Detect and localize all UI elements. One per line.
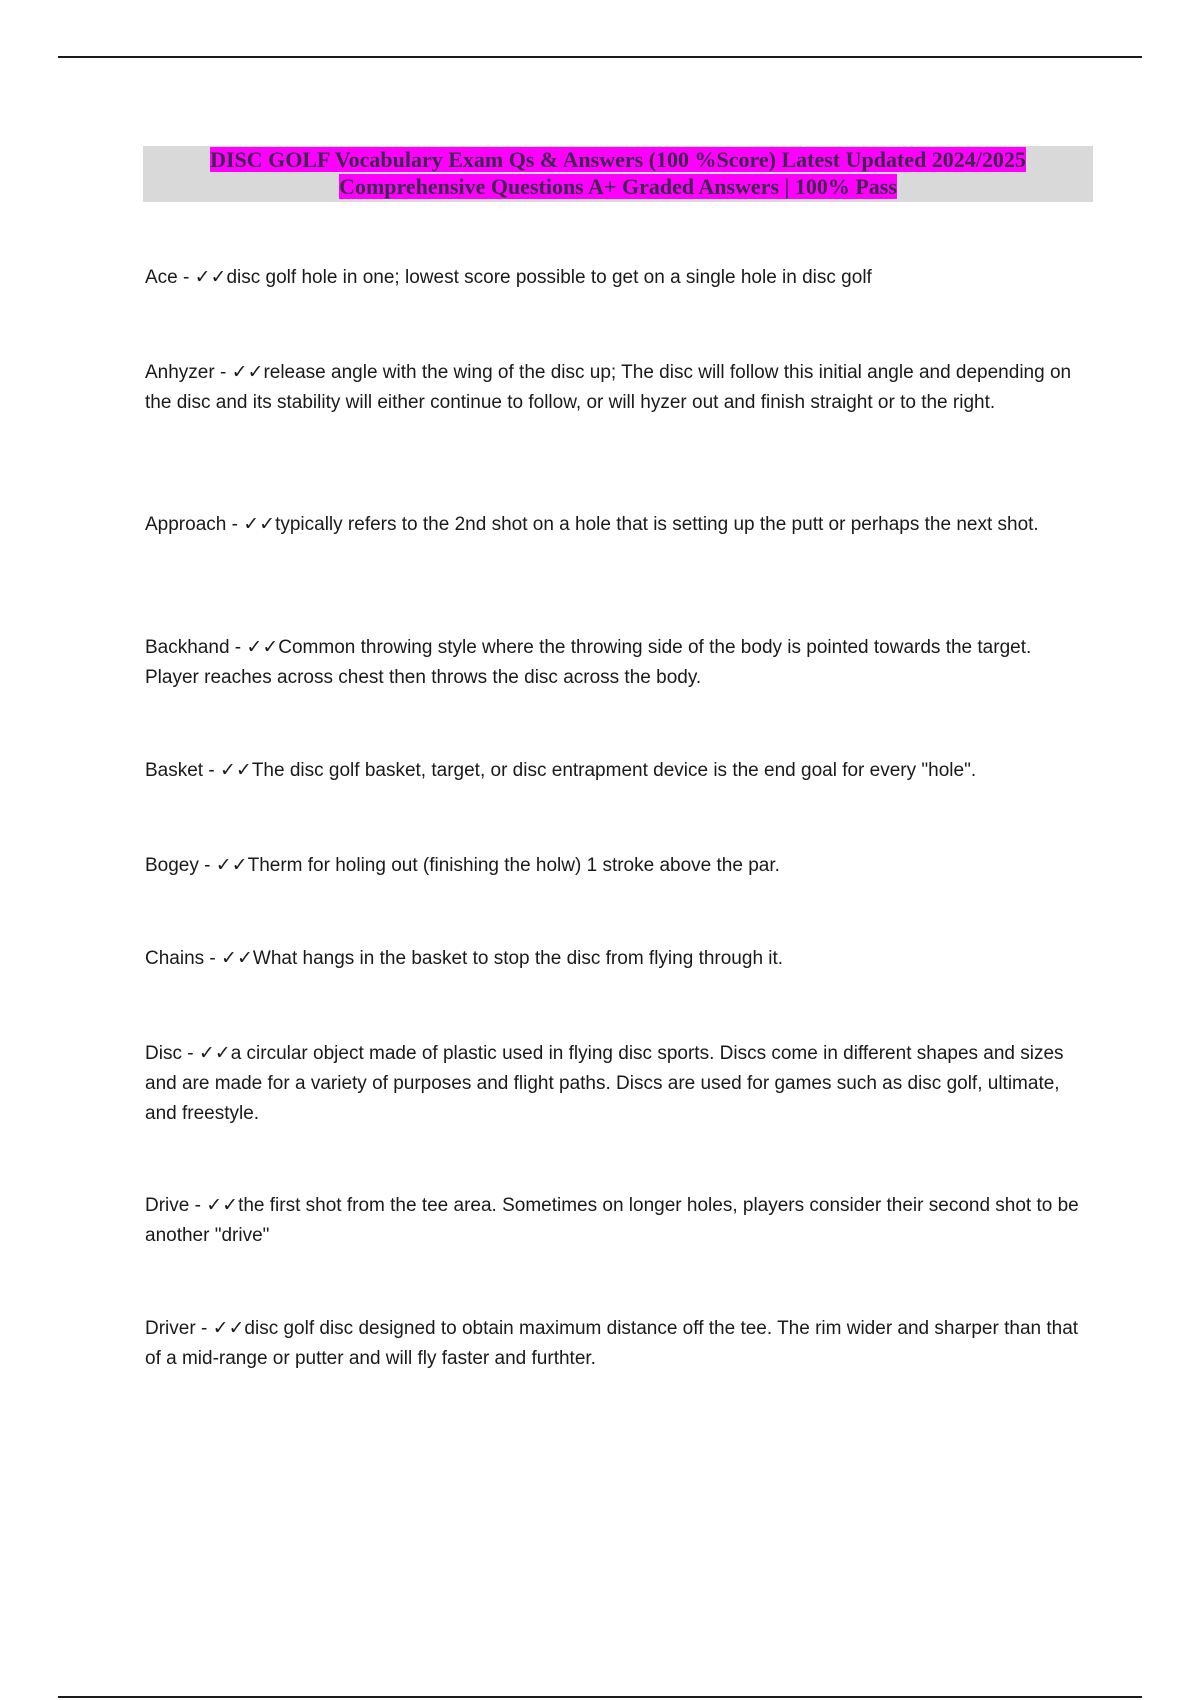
bottom-rule [58, 1696, 1142, 1698]
term-definition: release angle with the wing of the disc up; The disc will follow this initial angle and depending on the disc and its stability will either continue to follow, or will hyzer out and finish straight or to the right. [145, 362, 1072, 413]
term-definition: What hangs in the basket to stop the disc from flying through it. [252, 948, 784, 969]
check-icon: ✓✓ [198, 1042, 231, 1064]
term-separator: - [214, 362, 232, 383]
term-separator: - [181, 1043, 199, 1064]
term-word: Ace [145, 267, 178, 288]
term-entry [145, 755, 1080, 786]
term-definition: disc golf hole in one; lowest score possible to get on a single hole in disc golf [226, 267, 872, 288]
title-line-2: Comprehensive Questions A+ Graded Answers | 100% Pass [339, 174, 897, 199]
term-separator: - [204, 948, 222, 969]
term-definition: The disc golf basket, target, or disc entrapment device is the end goal for every "hole". [251, 760, 977, 781]
check-icon: ✓✓ [219, 759, 252, 781]
term-separator: - [203, 760, 220, 781]
term-definition: Common throwing style where the throwing side of the body is pointed towards the target. Player reaches across chest then throws the disc across the body. [145, 637, 1032, 688]
term-definition: typically refers to the 2nd shot on a hole that is setting up the putt or perhaps the next shot. [275, 514, 1039, 535]
term-entry [145, 509, 1080, 540]
term-definition: the first shot from the tee area. Sometimes on longer holes, players consider their second shot to be another "drive" [145, 1195, 1079, 1246]
term-entry [145, 1190, 1080, 1251]
term-entry [145, 1313, 1080, 1374]
title-line-1: DISC GOLF Vocabulary Exam Qs & Answers (100 %Score) Latest Updated 2024/2025 [210, 147, 1026, 172]
term-entry [145, 1038, 1080, 1129]
check-icon: ✓✓ [231, 361, 264, 383]
term-separator: - [229, 637, 247, 658]
term-entry [145, 632, 1080, 693]
term-word: Basket [145, 760, 204, 781]
term-separator: - [198, 855, 216, 876]
check-icon: ✓✓ [246, 636, 279, 658]
term-separator: - [177, 267, 195, 288]
check-icon: ✓✓ [212, 1317, 245, 1339]
check-icon: ✓✓ [221, 947, 253, 969]
term-entry [145, 262, 1080, 293]
term-entry [145, 357, 1080, 418]
term-definition: disc golf disc designed to obtain maximum distance off the tee. The rim wider and sharper than that of a mid-range or putter and will fly faster and furthter. [145, 1318, 1079, 1369]
top-rule [58, 56, 1142, 58]
document-title [143, 146, 1093, 202]
term-word: Backhand [145, 637, 230, 658]
check-icon: ✓✓ [243, 513, 276, 535]
term-entry [145, 943, 1080, 974]
term-word: Driver [145, 1318, 196, 1339]
check-icon: ✓✓ [194, 266, 227, 288]
term-separator: - [195, 1318, 213, 1339]
check-icon: ✓✓ [215, 854, 248, 876]
term-word: Anhyzer [145, 362, 215, 383]
term-word: Chains [145, 948, 205, 969]
term-word: Disc [145, 1043, 182, 1064]
term-word: Drive [145, 1195, 190, 1216]
term-separator: - [189, 1195, 207, 1216]
term-definition: a circular object made of plastic used in flying disc sports. Discs come in different shapes and sizes and are made for a variety of purposes and flight paths. Discs are used for games such as disc golf, ultimate, and freestyle. [145, 1043, 1064, 1124]
term-entry [145, 850, 1080, 881]
term-definition: Therm for holing out (finishing the holw) 1 stroke above the par. [247, 855, 780, 876]
term-word: Approach [145, 514, 227, 535]
term-word: Bogey [145, 855, 199, 876]
check-icon: ✓✓ [206, 1194, 239, 1216]
term-separator: - [226, 514, 244, 535]
